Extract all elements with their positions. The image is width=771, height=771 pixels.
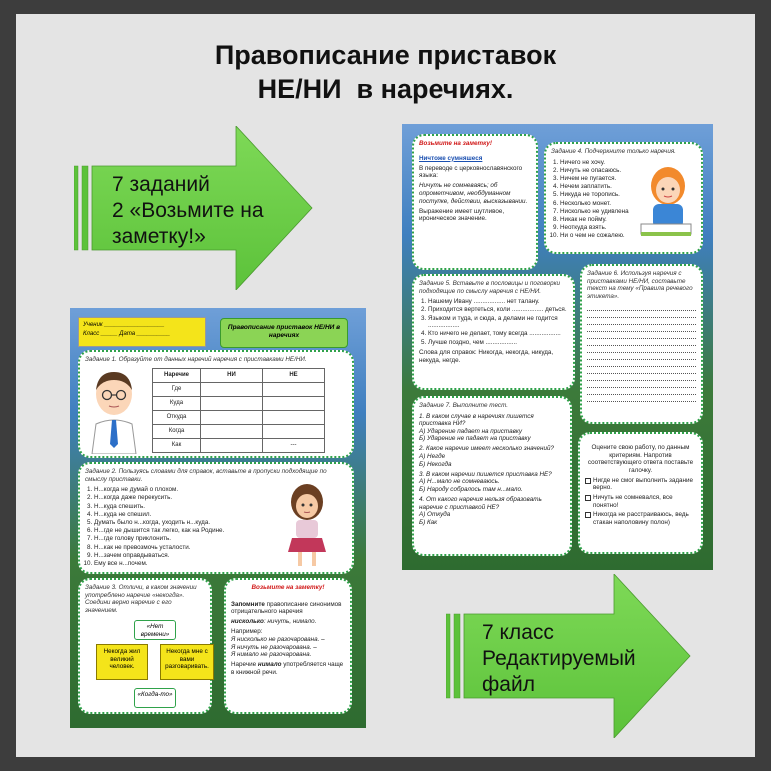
task7-q3: 3. В каком наречии пишется приставка НЕ? <box>419 470 552 478</box>
task1-heading: Задание 1. Образуйте от данных наречий наречия с приставками НЕ/НИ. <box>85 356 307 363</box>
front-header-title <box>220 318 348 348</box>
task5-box <box>412 274 575 390</box>
task4-item: 8. Никак не пойму. <box>560 216 633 224</box>
task1-cell[interactable] <box>201 425 263 439</box>
task5-heading: Задание 5. Вставьте в пословицы и поговорки подходящие по смыслу наречия с НЕ/НИ. <box>419 280 561 295</box>
task2-item: 4. Н...куда не спешил. <box>94 511 265 519</box>
task1-box <box>78 350 354 458</box>
back-note-p3: Выражение имеет шутливое, ироническое значение. <box>419 207 505 223</box>
example-label: Например: <box>231 628 263 636</box>
task7-q1-option: А) Ударение падает на приставку <box>419 427 523 435</box>
task1-cell[interactable] <box>263 397 325 411</box>
title-line-2: НЕ/НИ в наречиях. <box>257 74 514 104</box>
arrow-bottom <box>446 574 692 738</box>
back-note-title: Возьмите на заметку! <box>419 140 493 147</box>
task1-cell: Когда <box>153 425 201 439</box>
task4-item: 9. Неоткуда взять. <box>560 224 633 232</box>
task7-box <box>412 396 572 556</box>
word-bold: нисколько <box>231 618 264 626</box>
task1-cell: Где <box>153 383 201 397</box>
task2-item: 8. Н...как не превозмочь усталости. <box>94 544 265 552</box>
task2-item: 6. Н...где не дышится так легко, как на Родине. <box>94 527 265 535</box>
arrow-top <box>74 126 314 290</box>
task7-q3-option: А) Н...мало не сомневаюсь. <box>419 478 500 486</box>
task1-cell[interactable] <box>263 383 325 397</box>
task1-cell[interactable] <box>263 411 325 425</box>
arrow-top-line-1: 7 заданий <box>112 173 210 196</box>
class-label: Класс _____ Дата __________ <box>83 331 171 337</box>
rate-box <box>578 432 703 554</box>
task1-cell: Откуда <box>153 411 201 425</box>
task1-cell[interactable] <box>201 397 263 411</box>
rate-option: Ничуть не сомневался, все понятно! <box>593 494 673 509</box>
task3-heading: Задание 3. Отличи, в каком значении употреблено наречие «некогда». Соедини верно наречие с его значением. <box>85 584 197 614</box>
task4-item: 5. Никуда не торопись. <box>560 191 633 199</box>
task4-item: 7. Нисколько не удивлена <box>560 208 633 216</box>
task4-heading: Задание 4. Подчеркните только наречия. <box>551 148 676 155</box>
task5-item: 5. Лучше поздно, чем .................. <box>428 339 568 347</box>
task1-table <box>152 368 325 453</box>
task2-item: 1. Н...когда не думай о плохом. <box>94 486 265 494</box>
worksheet-front <box>70 308 366 728</box>
task7-heading: Задание 7. Выполните тест. <box>419 402 508 409</box>
front-header-student <box>78 317 206 347</box>
task5-item: 2. Приходится вертеться, коли .................. деться. <box>428 306 568 314</box>
task1-cell[interactable] <box>201 383 263 397</box>
task4-item: 2. Ничуть не опасаюсь. <box>560 167 633 175</box>
arrow-top-line-2: 2 «Возьмите на <box>112 199 264 222</box>
girl-thinking-illustration <box>282 482 332 570</box>
task7-q2-option: А) Негде <box>419 453 446 461</box>
example-box-2[interactable]: Некогда мне с вами разговаривать. <box>160 644 214 680</box>
task1-cell: --- <box>263 439 325 453</box>
front-note-box <box>224 578 352 714</box>
back-note-p1: В переводе с церковнославянского языка: <box>419 164 523 180</box>
task1-cell: Куда <box>153 397 201 411</box>
task7-q4-option: Б) Как <box>419 518 438 526</box>
task7-q1-option: Б) Ударение не падает на приставку <box>419 435 531 443</box>
note-example: Я нисколько не разочарована. – <box>231 635 325 643</box>
rate-option: Никогда не расстраиваюсь, ведь стакан наполовину полон) <box>593 511 689 526</box>
arrow-bottom-line-2: Редактируемый <box>482 647 636 670</box>
note-footer-b: употребляется чаще в книжной речи. <box>231 661 344 676</box>
rate-heading: Оцените свою работу, по данным критериям. Напротив соответствующего ответа поставьте галочку. <box>587 444 694 474</box>
page-title <box>0 38 771 106</box>
task5-item: 4. Кто ничего не делает, тому всегда .................. <box>428 330 568 338</box>
checkbox-icon[interactable] <box>585 478 591 484</box>
remember-text: правописание синонимов отрицательного наречия <box>231 600 342 616</box>
task1-cell[interactable] <box>201 411 263 425</box>
task4-item: 3. Ничем не пугается. <box>560 175 633 183</box>
checkbox-icon[interactable] <box>585 495 591 501</box>
task7-q3-option: Б) Народу собралось там н...мало. <box>419 485 523 493</box>
task5-item: 1. Нашему Ивану .................. нет талану. <box>428 298 568 306</box>
task2-item: 5. Думать было н...когда, уходить н...куда. <box>94 519 265 527</box>
task4-item: 1. Ничего не хочу. <box>560 159 633 167</box>
student-label: Ученик __________________ <box>83 322 165 328</box>
task4-box <box>544 142 703 254</box>
task1-col-header: Наречие <box>153 369 201 383</box>
task7-q4-option: А) Откуда <box>419 511 451 519</box>
task5-list <box>419 298 568 346</box>
task1-cell: Как <box>153 439 201 453</box>
teacher-illustration <box>86 368 144 454</box>
task7-q1: 1. В каком случае в наречиях пишется приставка НИ? <box>419 412 534 428</box>
task2-item: 2. Н...когда даже перекусить. <box>94 494 265 502</box>
task7-q2: 2. Какое наречие имеет несколько значений? <box>419 445 554 453</box>
checkbox-icon[interactable] <box>585 512 591 518</box>
note-footer-bold: нимало <box>257 661 282 669</box>
remember-bold: Запомните <box>231 600 265 608</box>
task4-item: 10. Ни о чем не сожалею. <box>560 232 633 240</box>
task2-item: 9. Н...зачем оправдываться. <box>94 552 265 560</box>
note-footer-a: Наречие <box>231 661 258 669</box>
back-note-p2: Ничуть не сомневаясь; об опрометчивом, необдуманном поступке, действии, высказывании. <box>419 182 528 205</box>
rate-option: Нигде не смог выполнить задание верно. <box>593 476 694 492</box>
arrow-top-line-3: заметку!» <box>112 225 206 248</box>
task2-heading: Задание 2. Пользуясь словами для справок, вставьте в пропуски подходящие по смыслу приставки. <box>85 468 327 483</box>
girl-reading-illustration <box>635 160 697 244</box>
task4-item: 6. Несколько монет. <box>560 200 633 208</box>
note-example: Я ничуть не разочарована. – <box>231 643 317 651</box>
task1-cell[interactable] <box>263 425 325 439</box>
option-no-time[interactable]: «Нет времени» <box>134 620 176 640</box>
task2-box <box>78 462 354 574</box>
task2-item: 7. Н...где голову приклонить. <box>94 535 265 543</box>
worksheet-back <box>402 124 713 570</box>
task6-heading: Задание 6. Используя наречия с приставками НЕ/НИ, составьте текст на тему «Правила речевого этикета». <box>587 270 693 300</box>
task6-lines <box>587 304 696 402</box>
task4-list <box>551 159 633 240</box>
front-note-title: Возьмите на заметку! <box>251 584 325 591</box>
front-title: Правописание приставок НЕ/НИ в наречиях <box>227 324 341 339</box>
title-line-1: Правописание приставок <box>214 40 557 70</box>
back-note-phrase: Ничтоже сумняшеся <box>419 154 483 162</box>
task1-col-header: НЕ <box>263 369 325 383</box>
task1-cell[interactable] <box>201 439 263 453</box>
back-note-box <box>412 134 538 270</box>
task1-col-header: НИ <box>201 369 263 383</box>
task7-q4: 4. От какого наречия нельзя образовать наречие с приставкой НЕ? <box>419 496 542 511</box>
example-box-1[interactable]: Некогда жил великий человек. <box>96 644 148 680</box>
task6-box <box>580 264 703 424</box>
task2-item: 10. Ему все н...почем. <box>94 560 265 568</box>
task7-q2-option: Б) Некогда <box>419 460 452 468</box>
task2-item: 3. Н...куда спешить. <box>94 503 265 511</box>
task5-hint: Слова для справок: Никогда, некогда, никуда, некуда, негде. <box>419 349 554 364</box>
note-example: Я нимало не разочарована. <box>231 651 312 659</box>
arrow-bottom-line-1: 7 класс <box>482 621 554 644</box>
task2-list <box>85 486 265 567</box>
option-once[interactable]: «Когда-то» <box>134 688 176 708</box>
task5-item: 3. Языком и туда, и сюда, а делами не годится .................. <box>428 315 568 330</box>
task4-item: 4. Нечем заплатить. <box>560 183 633 191</box>
arrow-bottom-line-3: файл <box>482 673 535 696</box>
word-synonyms: : ничуть, нимало. <box>263 618 317 626</box>
